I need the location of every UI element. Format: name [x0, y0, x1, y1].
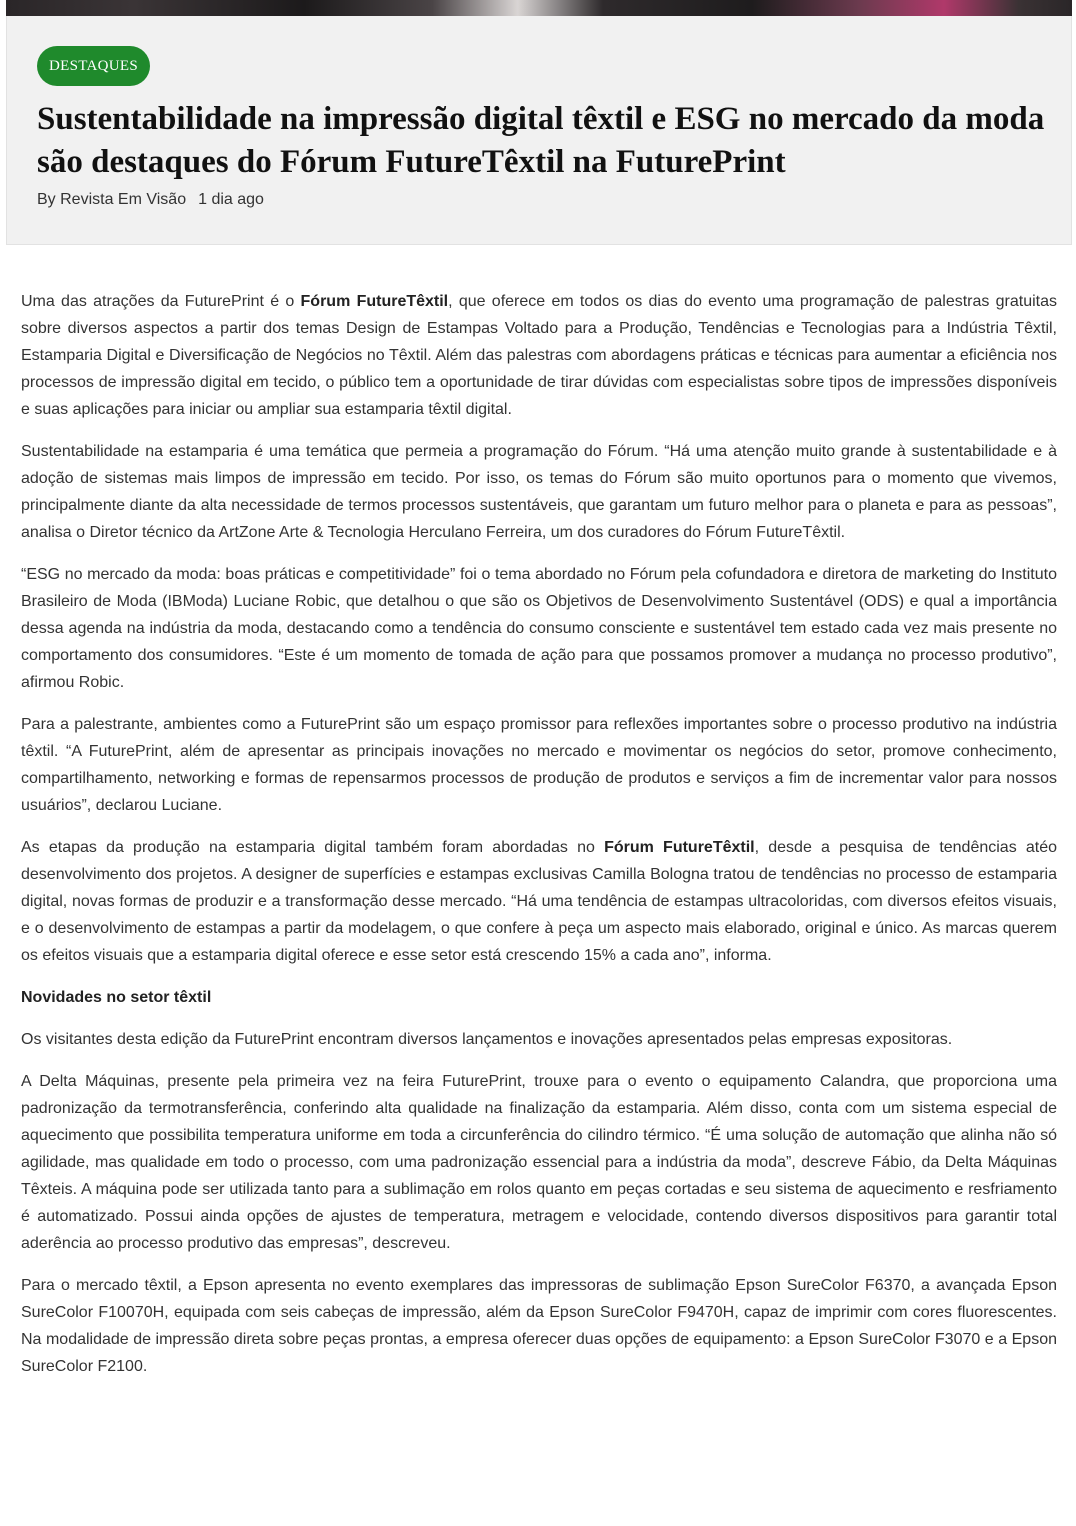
- paragraph: Os visitantes desta edição da FuturePrint encontram diversos lançamentos e inovações apresentados pelas empresas expositoras.: [21, 1031, 953, 1048]
- article-header: [6, 16, 1072, 245]
- hero-image[interactable]: [6, 0, 1072, 16]
- paragraph: Para o mercado têxtil, a Epson apresenta no evento exemplares das impressoras de sublimação Epson SureColor F6370, a avançada Epson SureColor F10070H, equipada com seis cabeças de impressão, além da Epson SureColor F9470H, capaz de imprimir com cores fluorescentes. Na modalidade de impressão direta sobre peças prontas, a empresa oferecer duas opções de equipamento: a Epson SureColor F3070 e a Epson SureColor F2100.: [21, 1277, 1057, 1375]
- paragraph: Para a palestrante, ambientes como a FuturePrint são um espaço promissor para reflexões importantes sobre o processo produtivo na indústria têxtil. “A FuturePrint, além de apresentar as principais inovações no mercado e movimentar os negócios do setor, promove conhecimento, compartilhamento, networking e formas de repensarmos processos de produção de produtos e serviços a fim de incrementar valor para nossos usuários”, declarou Luciane.: [21, 716, 1057, 814]
- bold-text: Fórum FutureTêxtil: [604, 839, 755, 856]
- bold-text: Fórum FutureTêxtil: [300, 293, 449, 310]
- article-title: Sustentabilidade na impressão digital têxtil e ESG no mercado da moda são destaques do Fórum FutureTêxtil na FuturePrint: [37, 101, 1045, 180]
- text-run: Uma das atrações da FuturePrint é o: [21, 293, 301, 310]
- author[interactable]: By Revista Em Visão: [37, 191, 187, 208]
- paragraph: Sustentabilidade na estamparia é uma temática que permeia a programação do Fórum. “Há uma atenção muito grande à sustentabilidade e à adoção de sistemas mais limpos de impressão em tecido. Por isso, os temas do Fórum são muito oportunos para o momento que vivemos, principalmente diante da alta necessidade de termos processos sustentáveis, que garantam um futuro melhor para o planeta e para as pessoas”, analisa o Diretor técnico da ArtZone Arte & Tecnologia Herculano Ferreira, um dos curadores do Fórum FutureTêxtil.: [21, 443, 1057, 541]
- section-heading: Novidades no setor têxtil: [21, 989, 212, 1006]
- text-run: , que oferece em todos os dias do evento uma programação de palestras gratuitas sobre diversos aspectos a partir dos temas Design de Estampas Voltado para a Produção, Tendências e Tecnologias para a Indústria Têxtil, Estamparia Digital e Diversificação de Negócios no Têxtil. Além das palestras com abordagens práticas e técnicas para aumentar a eficiência nos processos de impressão digital em tecido, o público tem a oportunidade de tirar dúvidas com especialistas sobre tipos de impressões disponíveis e suas aplicações para iniciar ou ampliar sua estamparia têxtil digital.: [21, 293, 1058, 418]
- post-date: 1 dia ago: [198, 191, 264, 208]
- text-run: As etapas da produção na estamparia digital também foram abordadas no: [21, 839, 605, 856]
- paragraph: [21, 288, 1057, 423]
- byline: [37, 191, 264, 209]
- paragraph: A Delta Máquinas, presente pela primeira vez na feira FuturePrint, trouxe para o evento o equipamento Calandra, que proporciona uma padronização da termotransferência, conferindo alta qualidade na finalização da estamparia. Além disso, conta com um sistema especial de aquecimento que possibilita temperatura uniforme em toda a circunferência do cilindro térmico. “É uma solução de automação que alinha não só agilidade, mas qualidade em todo o processo, com uma padronização essencial para a indústria da moda”, descreve Fábio, da Delta Máquinas Têxteis. A máquina pode ser utilizada tanto para a sublimação em rolos quanto em peças cortadas e seu sistema de aquecimento e resfriamento é automatizado. Possui ainda opções de ajustes de temperatura, metragem e velocidade, contendo diversos dispositivos para garantir total aderência ao processo produtivo das empresas”, descreveu.: [21, 1073, 1057, 1252]
- paragraph: [21, 834, 1057, 969]
- paragraph: “ESG no mercado da moda: boas práticas e competitividade” foi o tema abordado no Fórum pela cofundadora e diretora de marketing do Instituto Brasileiro de Moda (IBModa) Luciane Robic, que detalhou o que são os Objetivos de Desenvolvimento Sustentável (ODS) e qual a importância dessa agenda na indústria da moda, destacando como a tendência do consumo consciente e sustentável tem estado cada vez mais presente no comportamento dos consumidores. “Este é um momento de tomada de ação para que possamos promover a mudança no processo produtivo”, afirmou Robic.: [21, 566, 1057, 691]
- text-run: , desde a pesquisa de tendências atéo desenvolvimento dos projetos. A designer de superfícies e estampas exclusivas Camilla Bologna tratou de tendências no processo de estamparia digital, novas formas de produzir e a transformação desse mercado. “Há uma tendência de estampas ultracoloridas, com diversos efeitos visuais, e o desenvolvimento de estampas a partir da modelagem, o que confere à peça um aspecto mais elaborado, original e único. As marcas querem os efeitos visuais que a estamparia digital oferece e esse setor está crescendo 15% a cada ano”, informa.: [21, 839, 1058, 964]
- category-badge[interactable]: DESTAQUES: [37, 46, 150, 86]
- article-body: [21, 288, 1057, 1395]
